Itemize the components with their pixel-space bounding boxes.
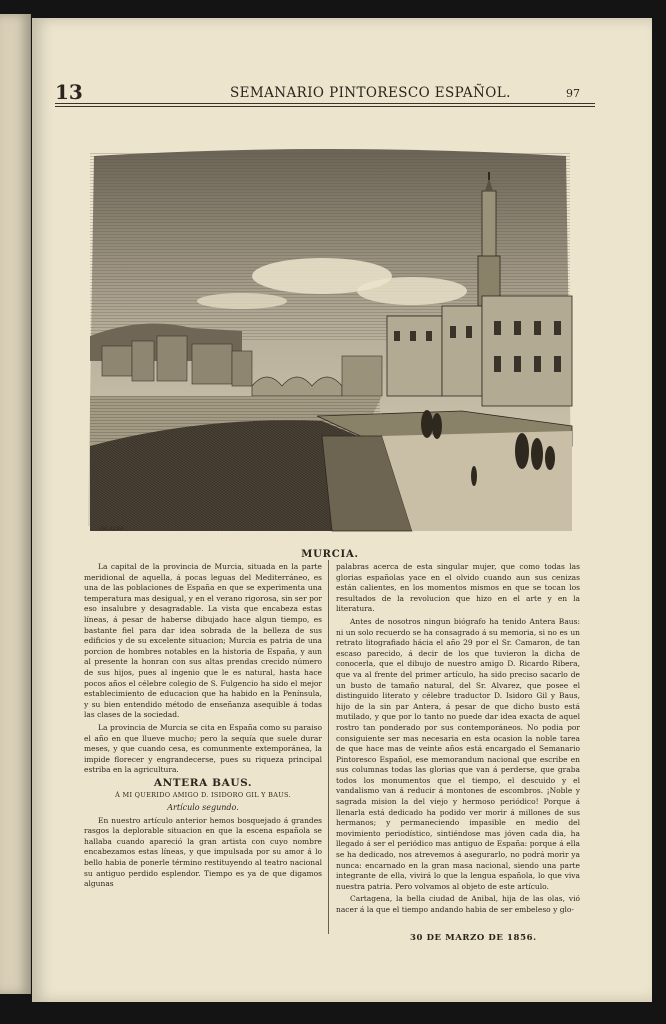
column-divider bbox=[328, 560, 329, 934]
column-right bbox=[336, 562, 580, 934]
artist-signature: DE ALBA bbox=[100, 526, 124, 532]
murcia-engraving bbox=[82, 146, 578, 536]
page-number: 97 bbox=[566, 87, 580, 100]
antera-paragraph: Cartagena, la bella ciudad de Anibal, hija de las olas, vió nacer á la que el tiempo andando habia de ser embeleso y glo- bbox=[336, 894, 580, 914]
header-rule-bottom bbox=[55, 106, 595, 107]
antera-paragraph: palabras acerca de esta singular mujer, que como todas las glorias españolas yace en el olvido cuando aun sus cenizas están calientes, en los momentos mismos en que se tocan los resultados de la revolucion que hizo en el arte y en la literatura. bbox=[336, 562, 580, 614]
antera-paragraph: En nuestro artículo anterior hemos bosquejado á grandes rasgos la deplorable situacion en que la escena española se hallaba cuando apareció la gran artista con cuyo nombre encabezamos estas líneas, y que impulsada por su amor á lo bello habia de ponerle término restituyendo al teatro nacional su antiguo perdido esplendor. Tiempo es ya de que digamos algunas bbox=[84, 815, 322, 889]
header-rule-top bbox=[55, 103, 595, 104]
article-subtitle: Artículo segundo. bbox=[167, 803, 239, 813]
antera-paragraph: Antes de nosotros ningun biógrafo ha tenido Antera Baus: ni un solo recuerdo se ha consagrado á su memoria, si no es un retrato litografiado hácia el año 29 por el Sr. Camaron, de tan escaso parecido, á decir de los que tuvieron la dicha de conocerla, que el dibujo de nuestro amigo D. Ricardo Ribera, que va al frente del primer artículo, ha sido preciso sacarlo de un busto de tamaño natural, del Sr. Alvarez, que posee el distinguido literato y célebre traductor D. Isidoro Gil y Baus, hijo de la sin par Antera, á pesar de que dicho busto está mutilado, y que por lo tanto no puede dar idea exacta de aquel rostro tan ponderado por sus contemporáneos. No podia por consiguiente ser mas necesaria en esta ocasion la noble tarea de que hace mas de veinte años está encargado el Semanario Pintoresco Español, ese memorandum nacional que escribe en sus columnas todas las glorias que van á perderse, que graba todos los monumentos que el tiempo, el descuido y el vandalismo van á reducir á montones de escombros. ¡Noble y sagrada mision la del viejo y hermoso periódico! Porque á llenarla está dedicado ha podido ver morir á millones de sus hermanos; y permaneciendo impasible en medio del movimiento periodístico, sintiéndose mas jóven cada dia, ha llegado á ser el periódico mas antiguo de España: porque á ella se ha dedicado, nos atrevemos á asegurarlo, no podrá morir ya nunca: encarnado en la gran masa nacional, siendo una parte integrante de ella, vivirá lo que la lengua española, lo que viva nuestra patria. Pero volvamos al objeto de este artículo. bbox=[336, 616, 580, 891]
illustration-caption: MURCIA. bbox=[301, 549, 359, 560]
column-left bbox=[84, 562, 322, 934]
murcia-paragraph: La provincia de Murcia se cita en España como su paraiso el año en que llueve mucho; pero la sequía que suele durar meses, y que cuando cesa, es comunmente extemporánea, la impide florecer y engrandecerse, pues su riqueza principal estriba en la agricultura. bbox=[84, 722, 322, 775]
issue-date: 30 DE MARZO DE 1856. bbox=[410, 933, 537, 943]
murcia-paragraph: La capital de la provincia de Murcia, situada en la parte meridional de aquella, á pocas leguas del Mediterráneo, es una de las poblaciones de España en que se experimenta una temperatura mas desigual, y en el verano rigorosa, sin ser por eso insalubre y desagradable. La vista que encabeza estas líneas, á pesar de haberse dibujado hace algun tiempo, es bastante fiel para dar idea sobrada de la belleza de sus edificios y de su excelente situacion; Murcia es patria de una porcion de hombres notables en la historia de España, y aun al presente la honran con sus altas prendas crecido número de sus hijos, pues al ingenio que le es natural, hasta hace pocos años el célebre colegio de S. Fulgencio ha sido el mejor establecimiento de educacion que ha habido en la Península, y su bien entendido método de enseñanza asequible á todas las clases de la sociedad. bbox=[84, 562, 322, 720]
facing-page-edge bbox=[0, 14, 31, 994]
article-title: ANTERA BAUS. bbox=[153, 776, 253, 789]
issue-number: 13 bbox=[55, 80, 83, 104]
publication-title: SEMANARIO PINTORESCO ESPAÑOL. bbox=[230, 85, 511, 101]
article-dedication: Á MI QUERIDO AMIGO D. ISIDORO GIL Y BAUS. bbox=[115, 791, 291, 800]
